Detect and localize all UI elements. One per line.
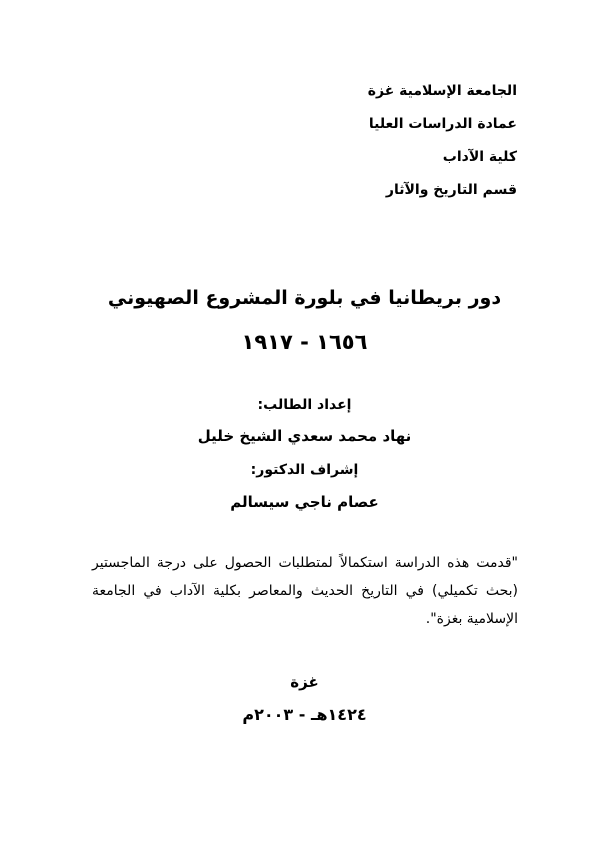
deanship-name: عمادة الدراسات العليا	[368, 116, 517, 132]
submission-date: ١٤٢٤هـ - ٢٠٠٣م	[242, 705, 367, 724]
submission-note-line: (بحث تكميلي) في التاريخ الحديث والمعاصر بكلية الآداب في الجامعة	[92, 583, 518, 599]
place-name: غزة	[290, 673, 319, 691]
faculty-name: كلية الآداب	[442, 149, 517, 165]
student-label-line	[0, 396, 609, 414]
supervisor-label: إشراف الدكتور:	[250, 462, 359, 478]
student-name: نهاد محمد سعدي الشيخ خليل	[197, 427, 412, 445]
student-label: إعداد الطالب:	[257, 397, 352, 413]
thesis-title: دور بريطانيا في بلورة المشروع الصهيوني	[107, 287, 502, 309]
department-name: قسم التاريخ والآثار	[385, 182, 517, 198]
supervisor-label-line	[0, 461, 609, 479]
submission-note-line: "قدمت هذه الدراسة استكمالاً لمتطلبات الحصول على درجة الماجستير	[92, 555, 518, 571]
submission-note	[92, 549, 518, 633]
thesis-years: ١٦٥٦ - ١٩١٧	[241, 330, 368, 354]
university-name: الجامعة الإسلامية غزة	[367, 83, 517, 99]
supervisor-name: عصام ناجي سيسالم	[230, 493, 379, 511]
submission-note-line: الإسلامية بغزة".	[425, 611, 518, 627]
